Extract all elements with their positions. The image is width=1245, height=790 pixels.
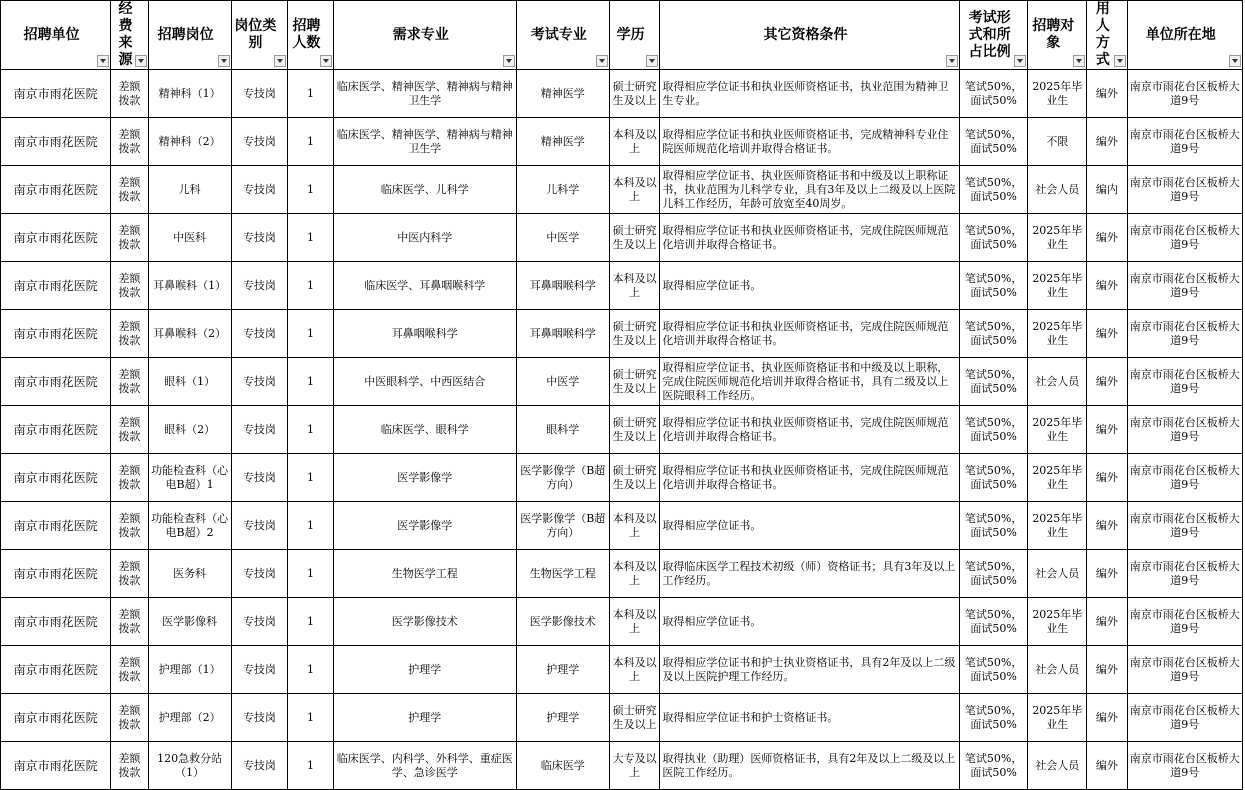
cell-funding: 差额拨款 <box>111 262 148 310</box>
cell-location: 南京市雨花台区板桥大道9号 <box>1127 406 1242 454</box>
cell-funding: 差额拨款 <box>111 742 148 790</box>
cell-other-qualifications: 取得相应学位证书。 <box>660 262 959 310</box>
header-employment-type <box>1087 1 1127 70</box>
cell-headcount: 1 <box>288 262 334 310</box>
cell-other-qualifications: 取得相应学位证书和执业医师资格证书，执业范围为精神卫生专业。 <box>660 70 959 118</box>
cell-required-major: 临床医学、耳鼻咽喉科学 <box>333 262 516 310</box>
cell-unit: 南京市雨花医院 <box>1 118 111 166</box>
cell-position: 功能检查科（心电B超）2 <box>148 502 231 550</box>
cell-exam-major: 生物医学工程 <box>516 550 609 598</box>
cell-headcount: 1 <box>288 550 334 598</box>
header-education <box>609 1 660 70</box>
cell-exam-major: 护理学 <box>516 646 609 694</box>
cell-exam-format: 笔试50%，面试50% <box>959 598 1028 646</box>
cell-position: 中医科 <box>148 214 231 262</box>
header-unit <box>1 1 111 70</box>
filter-dropdown-icon[interactable] <box>1114 55 1126 67</box>
cell-required-major: 生物医学工程 <box>333 550 516 598</box>
cell-education: 本科及以上 <box>609 118 660 166</box>
cell-recruit-target: 社会人员 <box>1028 550 1087 598</box>
cell-employment-type: 编内 <box>1087 166 1127 214</box>
header-label: 需求专业 <box>392 26 449 43</box>
cell-exam-format: 笔试50%，面试50% <box>959 742 1028 790</box>
cell-unit: 南京市雨花医院 <box>1 646 111 694</box>
cell-employment-type: 编外 <box>1087 646 1127 694</box>
cell-education: 大专及以上 <box>609 742 660 790</box>
cell-other-qualifications: 取得相应学位证书和执业医师资格证书，完成住院医师规范化培训并取得合格证书。 <box>660 310 959 358</box>
cell-other-qualifications: 取得相应学位证书和护士资格证书。 <box>660 694 959 742</box>
cell-required-major: 临床医学、精神医学、精神病与精神卫生学 <box>333 118 516 166</box>
cell-position: 护理部（1） <box>148 646 231 694</box>
header-label: 岗位类别 <box>234 18 277 51</box>
cell-exam-format: 笔试50%，面试50% <box>959 310 1028 358</box>
cell-funding: 差额拨款 <box>111 214 148 262</box>
cell-position: 耳鼻喉科（1） <box>148 262 231 310</box>
header-label: 招聘人数 <box>292 18 321 51</box>
cell-location: 南京市雨花台区板桥大道9号 <box>1127 118 1242 166</box>
cell-headcount: 1 <box>288 310 334 358</box>
filter-dropdown-icon[interactable] <box>97 55 109 67</box>
cell-exam-format: 笔试50%，面试50% <box>959 214 1028 262</box>
cell-employment-type: 编外 <box>1087 310 1127 358</box>
cell-location: 南京市雨花台区板桥大道9号 <box>1127 70 1242 118</box>
cell-post-type: 专技岗 <box>231 694 288 742</box>
cell-headcount: 1 <box>288 214 334 262</box>
cell-required-major: 耳鼻咽喉科学 <box>333 310 516 358</box>
cell-post-type: 专技岗 <box>231 598 288 646</box>
cell-education: 硕士研究生及以上 <box>609 454 660 502</box>
cell-post-type: 专技岗 <box>231 646 288 694</box>
cell-position: 耳鼻喉科（2） <box>148 310 231 358</box>
cell-recruit-target: 社会人员 <box>1028 646 1087 694</box>
header-label: 招聘对象 <box>1032 18 1075 51</box>
cell-education: 硕士研究生及以上 <box>609 694 660 742</box>
cell-recruit-target: 社会人员 <box>1028 358 1087 406</box>
cell-unit: 南京市雨花医院 <box>1 214 111 262</box>
cell-position: 眼科（1） <box>148 358 231 406</box>
filter-dropdown-icon[interactable] <box>274 55 286 67</box>
table-row <box>1 70 1243 118</box>
cell-funding: 差额拨款 <box>111 550 148 598</box>
cell-headcount: 1 <box>288 166 334 214</box>
cell-exam-major: 耳鼻咽喉科学 <box>516 310 609 358</box>
cell-required-major: 医学影像学 <box>333 502 516 550</box>
cell-location: 南京市雨花台区板桥大道9号 <box>1127 598 1242 646</box>
cell-location: 南京市雨花台区板桥大道9号 <box>1127 646 1242 694</box>
cell-exam-format: 笔试50%，面试50% <box>959 406 1028 454</box>
cell-other-qualifications: 取得相应学位证书、执业医师资格证书和中级及以上职称，完成住院医师规范化培训并取得合格证书，具有二级及以上医院眼科工作经历。 <box>660 358 959 406</box>
cell-unit: 南京市雨花医院 <box>1 70 111 118</box>
cell-location: 南京市雨花台区板桥大道9号 <box>1127 742 1242 790</box>
filter-dropdown-icon[interactable] <box>503 55 515 67</box>
table-row <box>1 310 1243 358</box>
cell-unit: 南京市雨花医院 <box>1 742 111 790</box>
cell-unit: 南京市雨花医院 <box>1 262 111 310</box>
cell-position: 精神科（1） <box>148 70 231 118</box>
table-row <box>1 742 1243 790</box>
cell-employment-type: 编外 <box>1087 70 1127 118</box>
cell-required-major: 中医眼科学、中西医结合 <box>333 358 516 406</box>
cell-headcount: 1 <box>288 742 334 790</box>
table-row <box>1 214 1243 262</box>
cell-funding: 差额拨款 <box>111 310 148 358</box>
cell-recruit-target: 社会人员 <box>1028 742 1087 790</box>
cell-required-major: 临床医学、眼科学 <box>333 406 516 454</box>
cell-unit: 南京市雨花医院 <box>1 502 111 550</box>
cell-location: 南京市雨花台区板桥大道9号 <box>1127 166 1242 214</box>
cell-post-type: 专技岗 <box>231 502 288 550</box>
cell-unit: 南京市雨花医院 <box>1 310 111 358</box>
filter-dropdown-icon[interactable] <box>946 55 958 67</box>
cell-other-qualifications: 取得执业（助理）医师资格证书，具有2年及以上二级及以上医院工作经历。 <box>660 742 959 790</box>
cell-recruit-target: 社会人员 <box>1028 166 1087 214</box>
header-row <box>1 1 1243 70</box>
cell-location: 南京市雨花台区板桥大道9号 <box>1127 358 1242 406</box>
cell-education: 本科及以上 <box>609 598 660 646</box>
cell-exam-major: 耳鼻咽喉科学 <box>516 262 609 310</box>
cell-funding: 差额拨款 <box>111 406 148 454</box>
cell-recruit-target: 2025年毕业生 <box>1028 454 1087 502</box>
cell-post-type: 专技岗 <box>231 70 288 118</box>
cell-education: 本科及以上 <box>609 502 660 550</box>
cell-required-major: 临床医学、精神医学、精神病与精神卫生学 <box>333 70 516 118</box>
cell-employment-type: 编外 <box>1087 694 1127 742</box>
cell-exam-major: 医学影像学（B超方向） <box>516 502 609 550</box>
cell-exam-format: 笔试50%，面试50% <box>959 70 1028 118</box>
header-position <box>148 1 231 70</box>
cell-post-type: 专技岗 <box>231 118 288 166</box>
cell-other-qualifications: 取得相应学位证书和执业医师资格证书，完成精神科专业住院医师规范化培训并取得合格证书。 <box>660 118 959 166</box>
cell-unit: 南京市雨花医院 <box>1 598 111 646</box>
cell-post-type: 专技岗 <box>231 406 288 454</box>
cell-position: 医学影像科 <box>148 598 231 646</box>
cell-headcount: 1 <box>288 646 334 694</box>
cell-exam-major: 精神医学 <box>516 70 609 118</box>
cell-exam-format: 笔试50%，面试50% <box>959 262 1028 310</box>
header-label: 用人方式 <box>1095 1 1110 68</box>
table-row <box>1 262 1243 310</box>
header-label: 考试形式和所占比例 <box>968 9 1011 60</box>
cell-employment-type: 编外 <box>1087 742 1127 790</box>
cell-required-major: 护理学 <box>333 646 516 694</box>
cell-recruit-target: 2025年毕业生 <box>1028 598 1087 646</box>
table-row <box>1 550 1243 598</box>
cell-exam-major: 中医学 <box>516 358 609 406</box>
cell-unit: 南京市雨花医院 <box>1 454 111 502</box>
cell-required-major: 医学影像技术 <box>333 598 516 646</box>
cell-headcount: 1 <box>288 598 334 646</box>
header-headcount <box>288 1 334 70</box>
filter-dropdown-icon[interactable] <box>1073 55 1085 67</box>
cell-location: 南京市雨花台区板桥大道9号 <box>1127 502 1242 550</box>
cell-education: 硕士研究生及以上 <box>609 214 660 262</box>
cell-required-major: 临床医学、内科学、外科学、重症医学、急诊医学 <box>333 742 516 790</box>
cell-location: 南京市雨花台区板桥大道9号 <box>1127 550 1242 598</box>
cell-funding: 差额拨款 <box>111 454 148 502</box>
cell-funding: 差额拨款 <box>111 646 148 694</box>
header-label: 招聘岗位 <box>157 26 214 43</box>
cell-exam-major: 中医学 <box>516 214 609 262</box>
header-label: 招聘单位 <box>23 26 80 43</box>
cell-unit: 南京市雨花医院 <box>1 166 111 214</box>
cell-required-major: 护理学 <box>333 694 516 742</box>
filter-dropdown-icon[interactable] <box>1014 55 1026 67</box>
cell-post-type: 专技岗 <box>231 214 288 262</box>
cell-unit: 南京市雨花医院 <box>1 358 111 406</box>
cell-location: 南京市雨花台区板桥大道9号 <box>1127 310 1242 358</box>
cell-funding: 差额拨款 <box>111 70 148 118</box>
cell-post-type: 专技岗 <box>231 166 288 214</box>
cell-recruit-target: 不限 <box>1028 118 1087 166</box>
cell-other-qualifications: 取得相应学位证书和执业医师资格证书，完成住院医师规范化培训并取得合格证书。 <box>660 406 959 454</box>
filter-dropdown-icon[interactable] <box>646 55 658 67</box>
header-location <box>1127 1 1242 70</box>
cell-exam-format: 笔试50%，面试50% <box>959 118 1028 166</box>
cell-position: 眼科（2） <box>148 406 231 454</box>
filter-dropdown-icon[interactable] <box>218 55 230 67</box>
cell-position: 功能检查科（心电B超）1 <box>148 454 231 502</box>
filter-dropdown-icon[interactable] <box>1229 55 1241 67</box>
cell-unit: 南京市雨花医院 <box>1 550 111 598</box>
header-exam-major <box>516 1 609 70</box>
cell-exam-format: 笔试50%，面试50% <box>959 454 1028 502</box>
cell-exam-major: 临床医学 <box>516 742 609 790</box>
cell-employment-type: 编外 <box>1087 502 1127 550</box>
table-row <box>1 406 1243 454</box>
cell-exam-format: 笔试50%，面试50% <box>959 550 1028 598</box>
cell-exam-major: 医学影像学（B超方向） <box>516 454 609 502</box>
header-required-major <box>333 1 516 70</box>
cell-other-qualifications: 取得相应学位证书和执业医师资格证书，完成住院医师规范化培训并取得合格证书。 <box>660 214 959 262</box>
cell-employment-type: 编外 <box>1087 118 1127 166</box>
cell-post-type: 专技岗 <box>231 454 288 502</box>
cell-location: 南京市雨花台区板桥大道9号 <box>1127 262 1242 310</box>
cell-exam-major: 儿科学 <box>516 166 609 214</box>
cell-funding: 差额拨款 <box>111 118 148 166</box>
cell-education: 本科及以上 <box>609 550 660 598</box>
cell-post-type: 专技岗 <box>231 358 288 406</box>
header-label: 经费来源 <box>118 1 133 68</box>
header-post-type <box>231 1 288 70</box>
cell-recruit-target: 2025年毕业生 <box>1028 406 1087 454</box>
cell-employment-type: 编外 <box>1087 454 1127 502</box>
cell-post-type: 专技岗 <box>231 310 288 358</box>
cell-education: 硕士研究生及以上 <box>609 406 660 454</box>
cell-exam-format: 笔试50%，面试50% <box>959 358 1028 406</box>
cell-exam-format: 笔试50%，面试50% <box>959 166 1028 214</box>
table-row <box>1 166 1243 214</box>
cell-funding: 差额拨款 <box>111 166 148 214</box>
table-row <box>1 598 1243 646</box>
cell-education: 本科及以上 <box>609 646 660 694</box>
header-label: 考试专业 <box>530 26 587 43</box>
cell-exam-major: 精神医学 <box>516 118 609 166</box>
cell-headcount: 1 <box>288 694 334 742</box>
cell-unit: 南京市雨花医院 <box>1 694 111 742</box>
cell-post-type: 专技岗 <box>231 262 288 310</box>
cell-position: 120急救分站（1） <box>148 742 231 790</box>
cell-funding: 差额拨款 <box>111 502 148 550</box>
table-body <box>1 70 1243 790</box>
cell-education: 本科及以上 <box>609 166 660 214</box>
cell-recruit-target: 2025年毕业生 <box>1028 262 1087 310</box>
header-label: 学历 <box>616 26 645 43</box>
filter-dropdown-icon[interactable] <box>320 55 332 67</box>
cell-exam-major: 眼科学 <box>516 406 609 454</box>
header-exam-format <box>959 1 1028 70</box>
cell-position: 护理部（2） <box>148 694 231 742</box>
table-row <box>1 358 1243 406</box>
table-row <box>1 502 1243 550</box>
cell-other-qualifications: 取得相应学位证书和护士执业资格证书，具有2年及以上二级及以上医院护理工作经历。 <box>660 646 959 694</box>
cell-required-major: 临床医学、儿科学 <box>333 166 516 214</box>
cell-funding: 差额拨款 <box>111 694 148 742</box>
cell-location: 南京市雨花台区板桥大道9号 <box>1127 454 1242 502</box>
cell-employment-type: 编外 <box>1087 358 1127 406</box>
cell-required-major: 中医内科学 <box>333 214 516 262</box>
cell-exam-major: 护理学 <box>516 694 609 742</box>
header-recruit-target <box>1028 1 1087 70</box>
cell-employment-type: 编外 <box>1087 598 1127 646</box>
cell-headcount: 1 <box>288 502 334 550</box>
cell-other-qualifications: 取得相应学位证书。 <box>660 502 959 550</box>
cell-recruit-target: 2025年毕业生 <box>1028 694 1087 742</box>
table-row <box>1 118 1243 166</box>
cell-post-type: 专技岗 <box>231 550 288 598</box>
filter-dropdown-icon[interactable] <box>596 55 608 67</box>
cell-other-qualifications: 取得相应学位证书和执业医师资格证书，完成住院医师规范化培训并取得合格证书。 <box>660 454 959 502</box>
cell-exam-format: 笔试50%，面试50% <box>959 502 1028 550</box>
cell-education: 本科及以上 <box>609 262 660 310</box>
cell-other-qualifications: 取得临床医学工程技术初级（师）资格证书；具有3年及以上工作经历。 <box>660 550 959 598</box>
cell-headcount: 1 <box>288 118 334 166</box>
cell-other-qualifications: 取得相应学位证书、执业医师资格证书和中级及以上职称证书，执业范围为儿科学专业，具有3年及以上二级及以上医院儿科工作经历，年龄可放宽至40周岁。 <box>660 166 959 214</box>
cell-exam-format: 笔试50%，面试50% <box>959 694 1028 742</box>
cell-employment-type: 编外 <box>1087 262 1127 310</box>
cell-funding: 差额拨款 <box>111 598 148 646</box>
cell-other-qualifications: 取得相应学位证书。 <box>660 598 959 646</box>
cell-exam-format: 笔试50%，面试50% <box>959 646 1028 694</box>
cell-unit: 南京市雨花医院 <box>1 406 111 454</box>
cell-education: 硕士研究生及以上 <box>609 70 660 118</box>
cell-headcount: 1 <box>288 406 334 454</box>
header-label: 单位所在地 <box>1145 26 1216 43</box>
filter-dropdown-icon[interactable] <box>135 55 147 67</box>
cell-location: 南京市雨花台区板桥大道9号 <box>1127 214 1242 262</box>
cell-headcount: 1 <box>288 454 334 502</box>
cell-headcount: 1 <box>288 70 334 118</box>
cell-post-type: 专技岗 <box>231 742 288 790</box>
cell-recruit-target: 2025年毕业生 <box>1028 70 1087 118</box>
cell-employment-type: 编外 <box>1087 214 1127 262</box>
cell-exam-major: 医学影像技术 <box>516 598 609 646</box>
cell-headcount: 1 <box>288 358 334 406</box>
cell-position: 儿科 <box>148 166 231 214</box>
header-label: 其它资格条件 <box>763 26 848 43</box>
cell-employment-type: 编外 <box>1087 406 1127 454</box>
cell-education: 硕士研究生及以上 <box>609 358 660 406</box>
cell-employment-type: 编外 <box>1087 550 1127 598</box>
table-row <box>1 646 1243 694</box>
cell-recruit-target: 2025年毕业生 <box>1028 214 1087 262</box>
cell-funding: 差额拨款 <box>111 358 148 406</box>
cell-education: 硕士研究生及以上 <box>609 310 660 358</box>
cell-required-major: 医学影像学 <box>333 454 516 502</box>
cell-location: 南京市雨花台区板桥大道9号 <box>1127 694 1242 742</box>
cell-position: 医务科 <box>148 550 231 598</box>
header-other-qualifications <box>660 1 959 70</box>
cell-position: 精神科（2） <box>148 118 231 166</box>
table-row <box>1 454 1243 502</box>
table-row <box>1 694 1243 742</box>
cell-recruit-target: 2025年毕业生 <box>1028 502 1087 550</box>
header-funding <box>111 1 148 70</box>
cell-recruit-target: 2025年毕业生 <box>1028 310 1087 358</box>
